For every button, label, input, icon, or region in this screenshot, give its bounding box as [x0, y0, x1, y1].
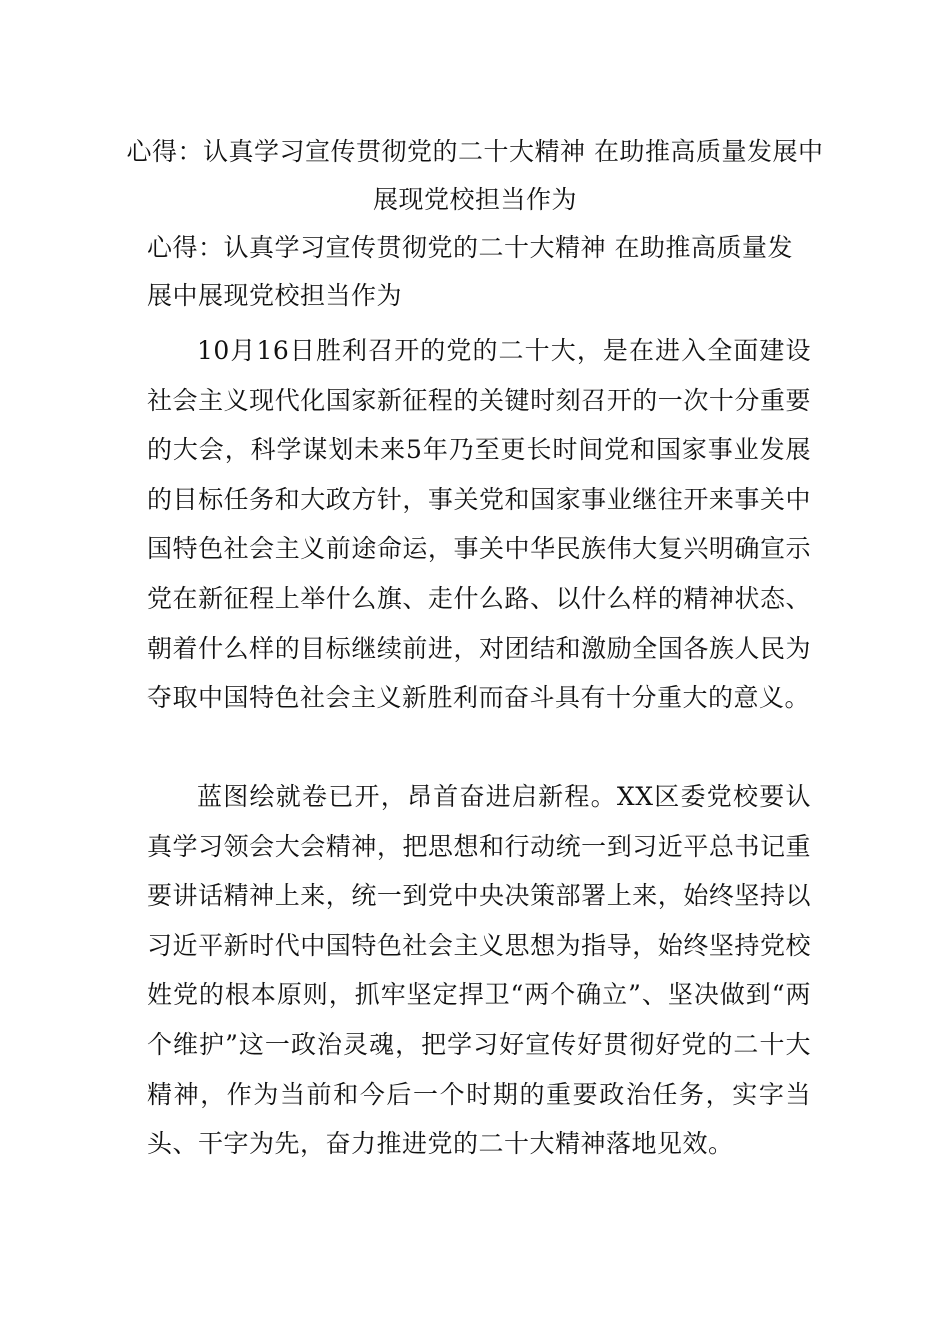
document-subtitle-repeat: 心得：认真学习宣传贯彻党的二十大精神 在助推高质量发展中展现党校担当作为	[147, 233, 793, 310]
document-title: 心得：认真学习宣传贯彻党的二十大精神 在助推高质量发展中展现党校担当作为	[126, 137, 824, 214]
paragraph-2: 蓝图绘就卷已开，昂首奋进启新程。XX区委党校要认真学习领会大会精神，把思想和行动统一到习近平总书记重要讲话精神上来，统一到党中央决策部署上来，始终坚持以习近平新时代中国特色社会主义思想为指导，始终坚持党校姓党的根本原则，抓牢坚定捍卫“两个确立”、坚决做到“两个维护”这一政治灵魂，把学习好宣传好贯彻好党的二十大精神，作为当前和今后一个时期的重要政治任务，实字当头、干字为先，奋力推进党的二十大精神落地见效。	[147, 782, 811, 1159]
paragraph-1: 10月16日胜利召开的党的二十大，是在进入全面建设社会主义现代化国家新征程的关键时刻召开的一次十分重要的大会，科学谋划未来5年乃至更长时间党和国家事业发展的目标任务和大政方针，事关党和国家事业继往开来事关中国特色社会主义前途命运，事关中华民族伟大复兴明确宣示党在新征程上举什么旗、走什么路、以什么样的精神状态、朝着什么样的目标继续前进，对团结和激励全国各族人民为夺取中国特色社会主义新胜利而奋斗具有十分重大的意义。	[147, 336, 811, 713]
